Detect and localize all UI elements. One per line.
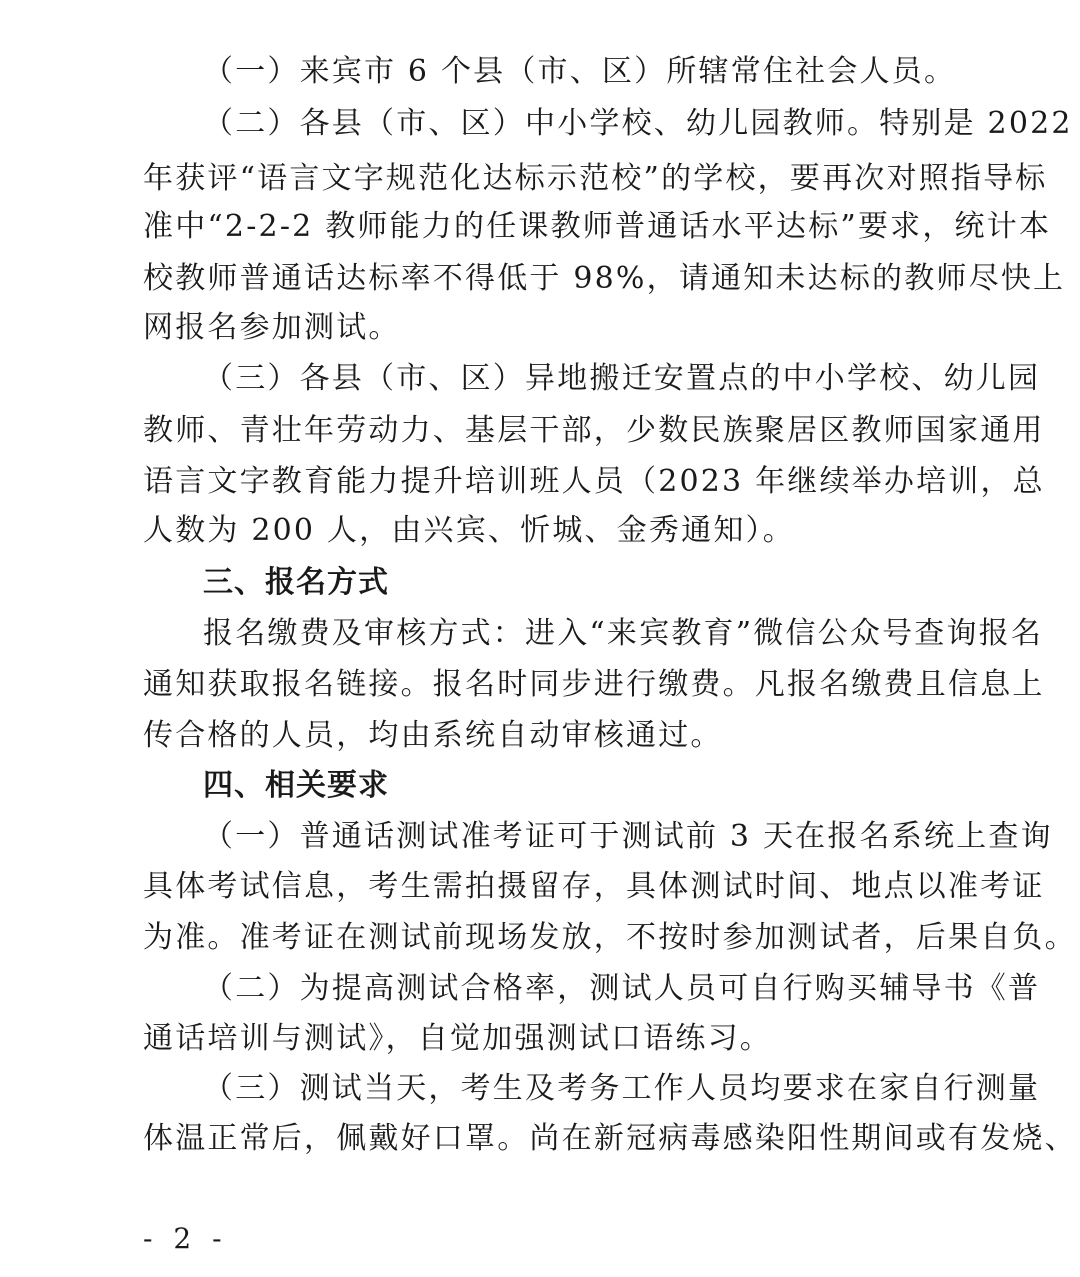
paragraph-line: （一）普通话测试准考证可于测试前 3 天在报名系统上查询: [203, 819, 1053, 854]
paragraph-line: 通话培训与测试》，自觉加强测试口语练习。: [143, 1021, 772, 1056]
paragraph-line: 教师、青壮年劳动力、基层干部，少数民族聚居区教师国家通用: [143, 413, 1045, 448]
paragraph-line: （二）各县（市、区）中小学校、幼儿园教师。特别是 2022: [203, 106, 1073, 141]
paragraph-line: 通知获取报名链接。报名时同步进行缴费。凡报名缴费且信息上: [143, 667, 1045, 702]
paragraph-line: 年获评“语言文字规范化达标示范校”的学校，要再次对照指导标: [143, 161, 1048, 196]
paragraph-line: 网报名参加测试。: [143, 310, 401, 345]
paragraph-line: 人数为 200 人，由兴宾、忻城、金秀通知）。: [143, 513, 795, 548]
paragraph-line: （三）测试当天，考生及考务工作人员均要求在家自行测量: [203, 1071, 1041, 1106]
section-heading-registration: 三、报名方式: [203, 565, 389, 600]
paragraph-line: （二）为提高测试合格率，测试人员可自行购买辅导书《普: [203, 971, 1041, 1006]
paragraph-line: 为准。准考证在测试前现场发放，不按时参加测试者，后果自负。: [143, 920, 1077, 955]
page-number: - 2 -: [143, 1222, 228, 1255]
paragraph-line: （三）各县（市、区）异地搬迁安置点的中小学校、幼儿园: [203, 361, 1041, 396]
section-heading-requirements: 四、相关要求: [203, 768, 389, 803]
paragraph-line: 具体考试信息，考生需拍摄留存，具体测试时间、地点以准考证: [143, 869, 1045, 904]
paragraph-line: 校教师普通话达标率不得低于 98%，请通知未达标的教师尽快上: [143, 261, 1066, 296]
paragraph-line: 传合格的人员，均由系统自动审核通过。: [143, 718, 723, 753]
paragraph-line: 语言文字教育能力提升培训班人员（2023 年继续举办培训，总: [143, 464, 1045, 499]
paragraph-line: 体温正常后，佩戴好口罩。尚在新冠病毒感染阳性期间或有发烧、: [143, 1121, 1077, 1156]
paragraph-line: 准中“2-2-2 教师能力的任课教师普通话水平达标”要求，统计本: [143, 209, 1052, 244]
paragraph-line: 报名缴费及审核方式：进入“来宾教育”微信公众号查询报名: [203, 616, 1044, 651]
paragraph-line: （一）来宾市 6 个县（市、区）所辖常住社会人员。: [203, 54, 957, 89]
